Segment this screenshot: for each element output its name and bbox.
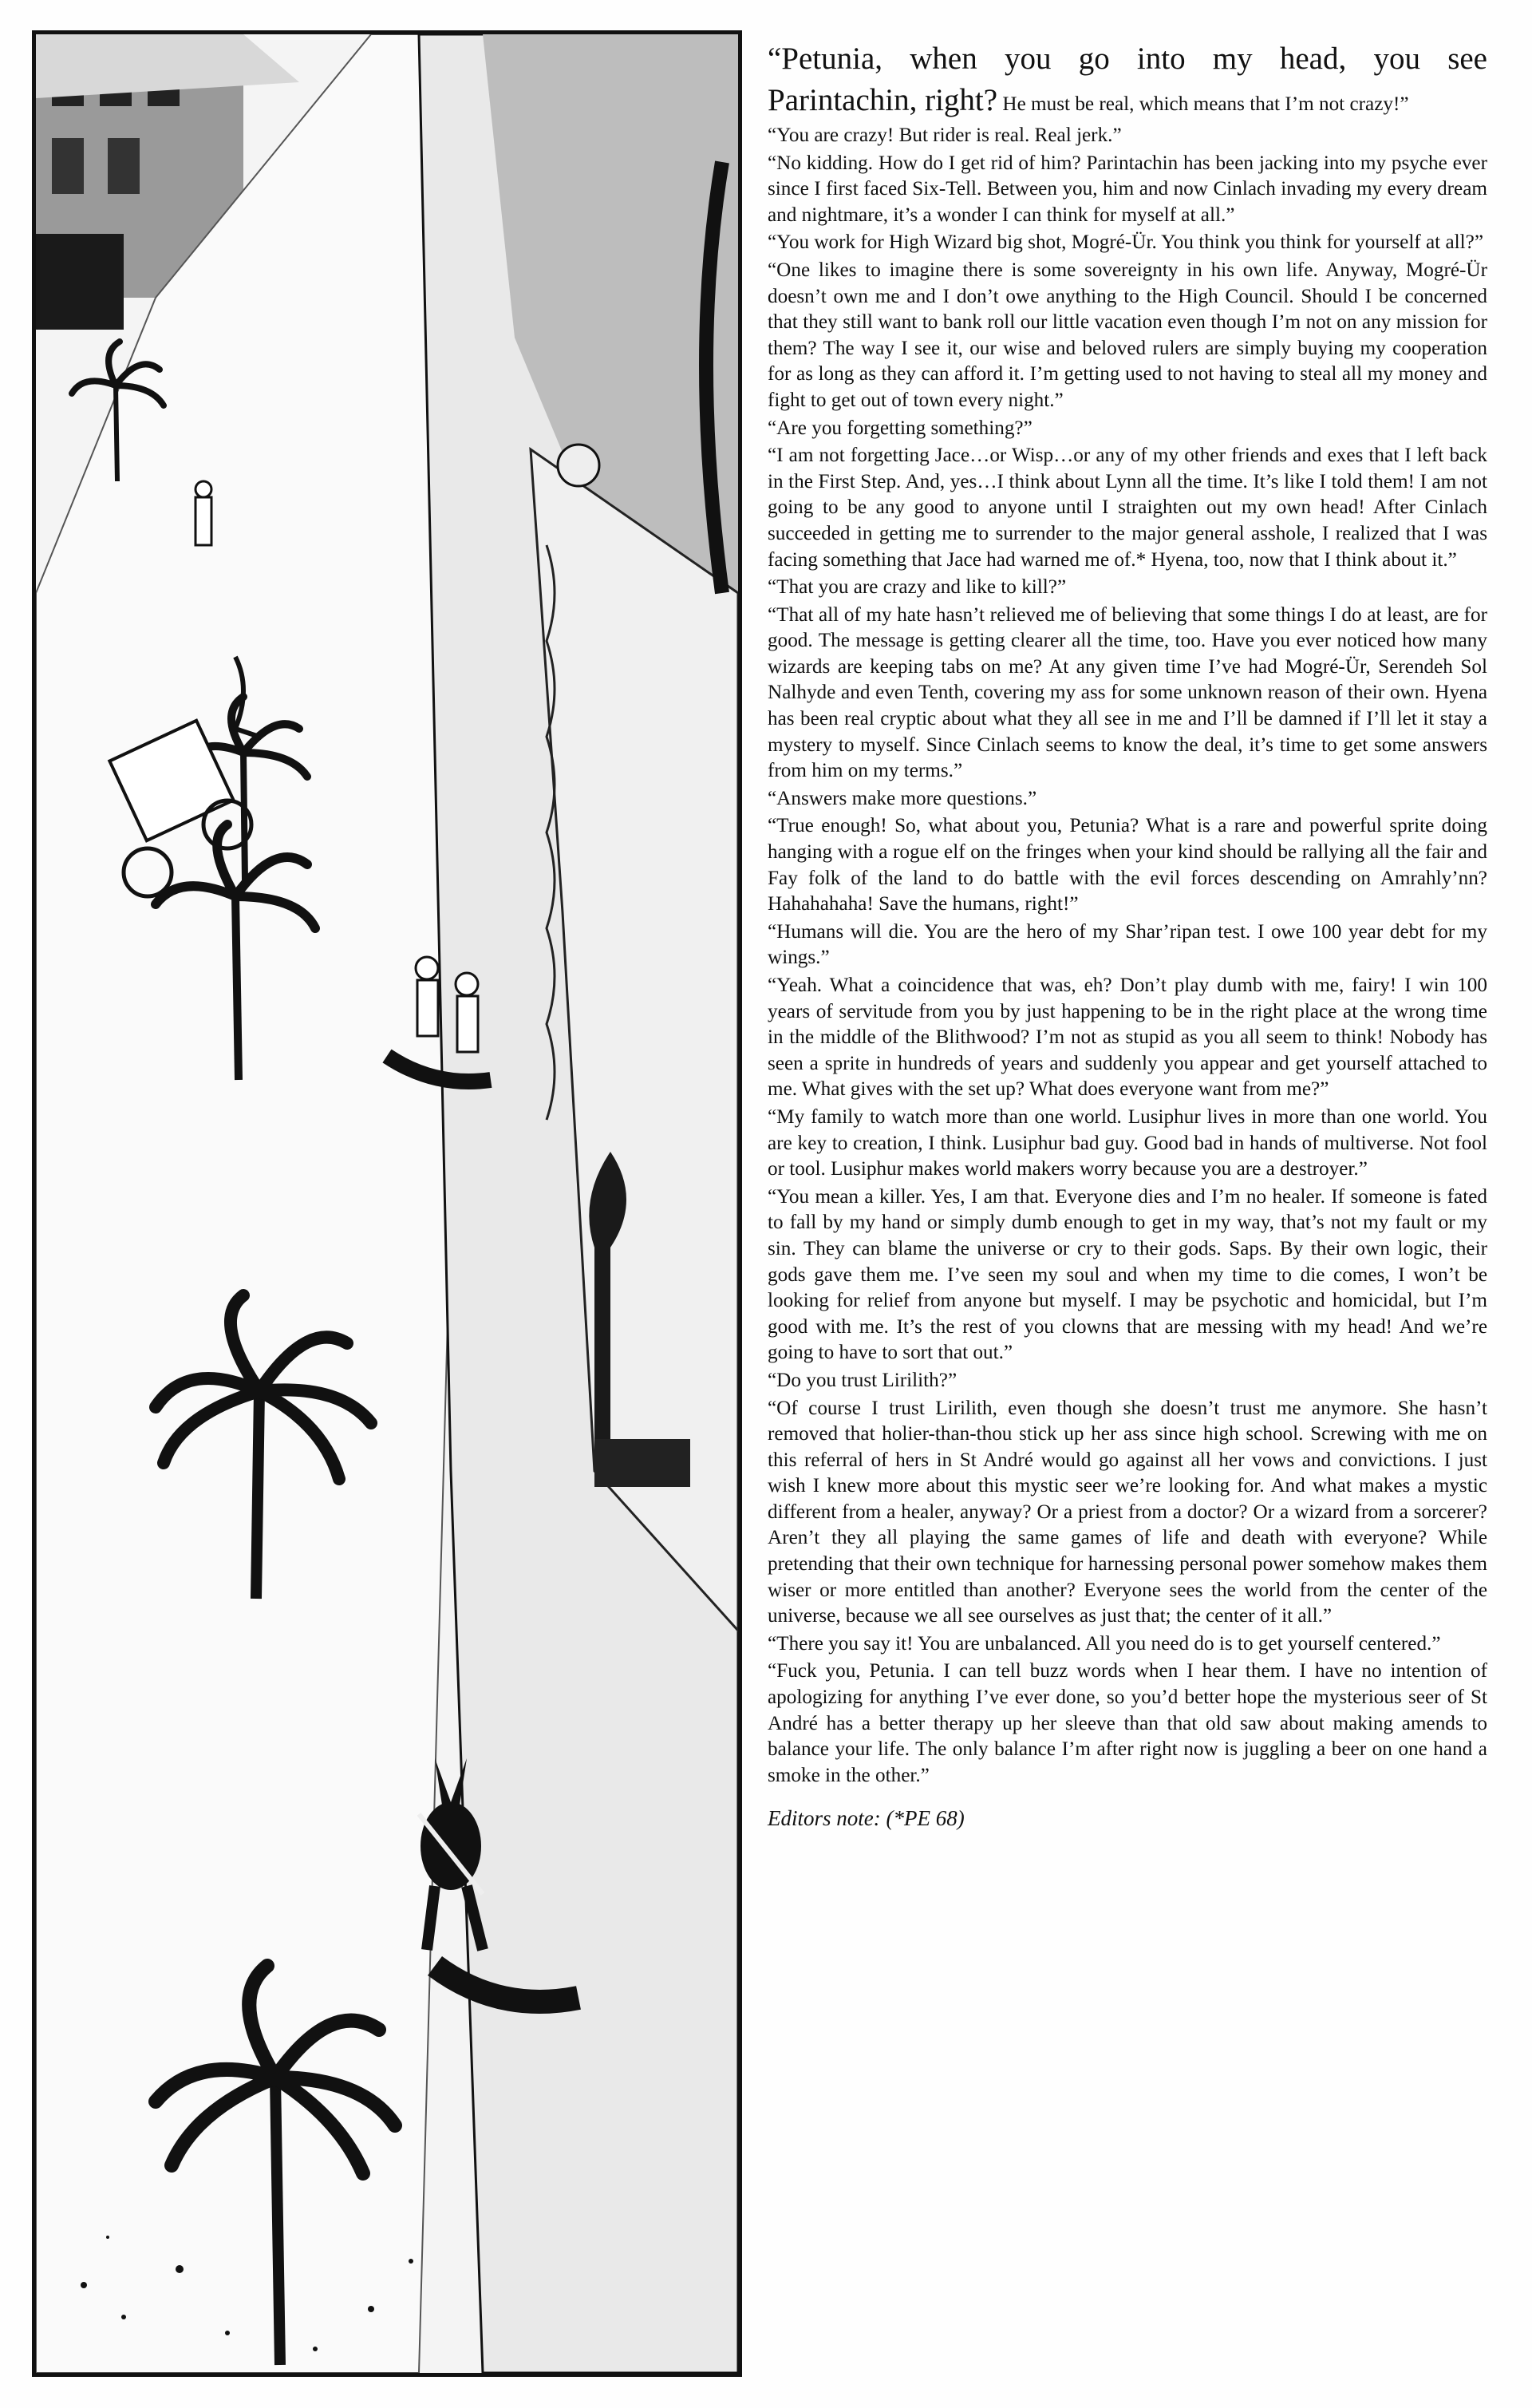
paragraph-6: “Are you forgetting something?”	[768, 417, 1033, 439]
paragraph-3: “No kidding. How do I get rid of him? Parintachin has been jacking into my psyche ever since I first faced Six-Tell. Between you, him and now Cinlach invading my every dream and nightmare, it’s a wonder I can think for myself at all.”	[768, 152, 1487, 226]
paragraph-8: “That you are crazy and like to kill?”	[768, 576, 1067, 599]
paragraph-17: “Of course I trust Lirilith, even though she doesn’t trust me anymore. She hasn’t removed that holier-than-thou stick up her ass since high school. Screwing with me on this referral of hers in St André would go against all her vows and convictions. I just wish I knew more about this mystic seer we’re looking for. And what makes a mystic different from a healer, anyway? Or a priest from a doctor? Or a wizard from a sorcerer? Aren’t they all playing the same games of life and death with everyone? While pretending that their own technique for harnessing personal power somehow makes them wiser or more entitled than another? Everyone sees the world from the center of the universe, because we all see ourselves as just that; the center of it all.”	[768, 1397, 1487, 1627]
paragraph-18: “There you say it! You are unbalanced. All you need do is to get yourself centered.”	[768, 1632, 1441, 1655]
paragraph-16: “Do you trust Lirilith?”	[768, 1369, 958, 1391]
paragraph-19: “Fuck you, Petunia. I can tell buzz words when I hear them. I have no intention of apologizing for anything I’ve ever done, so you’d better hope the mysterious seer of St André has a better therapy up her sleeve than that old saw about making amends to balance your life. The only balance I’m after right now is juggling a beer on one hand a smoke in the other.”	[768, 1660, 1487, 1786]
lead-quote: “Petunia, when you go into my head, you see Parintachin, right?	[768, 42, 1487, 117]
paragraph-1	[768, 40, 1487, 123]
lead-continuation: He must be real, which means that I’m not crazy!”	[997, 93, 1409, 115]
paragraph-2: “You are crazy! But rider is real. Real jerk.”	[768, 125, 1122, 146]
story-text-column	[768, 40, 1487, 1832]
paragraph-5: “One likes to imagine there is some sovereignty in his own life. Anyway, Mogré-Ür doesn’t own me and I don’t owe anything to the High Council. Should I be concerned that they still want to bank roll our little vacation even though I’m not on any mission for them? The way I see it, our wise and beloved rulers are simply buying my cooperation for as long as they can afford it. I’m getting used to not having to steal all my money and fight to get out of town every night.”	[768, 259, 1487, 411]
paragraph-14: “My family to watch more than one world. Lusiphur lives in more than one world. You are key to creation, I think. Lusiphur bad guy. Good bad in hands of multiverse. Not fool or tool. Lusiphur makes world makers worry because you are a destroyer.”	[768, 1105, 1487, 1180]
paragraph-7: “I am not forgetting Jace…or Wisp…or any of my other friends and exes that I left back in the First Step. And, yes…I think about Lynn all the time. It’s like I told them! I am not going to be any good to anyone until I straighten out my own head! After Cinlach succeeded in getting me to surrender to the major general asshole, I realized that I was facing something that Jace had warned me of.* Hyena, too, now that I think about it.”	[768, 445, 1487, 571]
paragraph-12: “Humans will die. You are the hero of my Shar’ripan test. I owe 100 year debt for my wings.”	[768, 920, 1487, 969]
paragraph-15: “You mean a killer. Yes, I am that. Everyone dies and I’m no healer. If someone is fated to fall by my hand or simply dumb enough to get in my way, that’s not my fault or my sin. They can blame the universe or cry to their gods. Saps. By their own logic, their gods gave them me. I’ve seen my soul and when my time to die comes, I won’t be looking for relief from anyone but myself. I may be psychotic and homicidal, but I’m good with me. It’s the rest of you clowns that are messing with my head! And we’re going to have to sort that out.”	[768, 1185, 1487, 1364]
paragraph-11: “True enough! So, what about you, Petunia? What is a rare and powerful sprite doing hanging with a rogue elf on the fringes when your kind should be rallying all the fair and Fay folk of the land to do battle with the evil forces descending on Amrahly’nn? Hahahahaha! Save the humans, right!”	[768, 815, 1487, 915]
street-scene-illustration	[36, 34, 738, 2373]
paragraph-10: “Answers make more questions.”	[768, 787, 1037, 809]
illustration-panel	[32, 30, 742, 2377]
editors-note: Editors note: (*PE 68)	[768, 1806, 965, 1831]
paragraph-9: “That all of my hate hasn’t relieved me of believing that some things I do at least, are for good. The message is getting clearer all the time, too. Have you ever noticed how many wizards are keeping tabs on me? At any given time I’ve had Mogré-Ür, Serendeh Sol Nalhyde and even Tenth, covering my ass for some unknown reason of their own. Hyena has been real cryptic about what they all see in me and I’ll be damned if I’ll let it stay a mystery to myself. Since Cinlach seems to know the deal, it’s time to get some answers from him on my terms.”	[768, 603, 1487, 782]
paragraph-13: “Yeah. What a coincidence that was, eh? Don’t play dumb with me, fairy! I win 100 years of servitude from you by just happening to be in the right place at the wrong time in the middle of the Blithwood? I’m not as stupid as you all seem to think! Nobody has seen a sprite in hundreds of years and suddenly you appear and get yourself attached to me. What gives with the set up? What does everyone want from me?”	[768, 975, 1487, 1101]
paragraph-4: “You work for High Wizard big shot, Mogré-Ür. You think you think for yourself at all?”	[768, 231, 1484, 254]
